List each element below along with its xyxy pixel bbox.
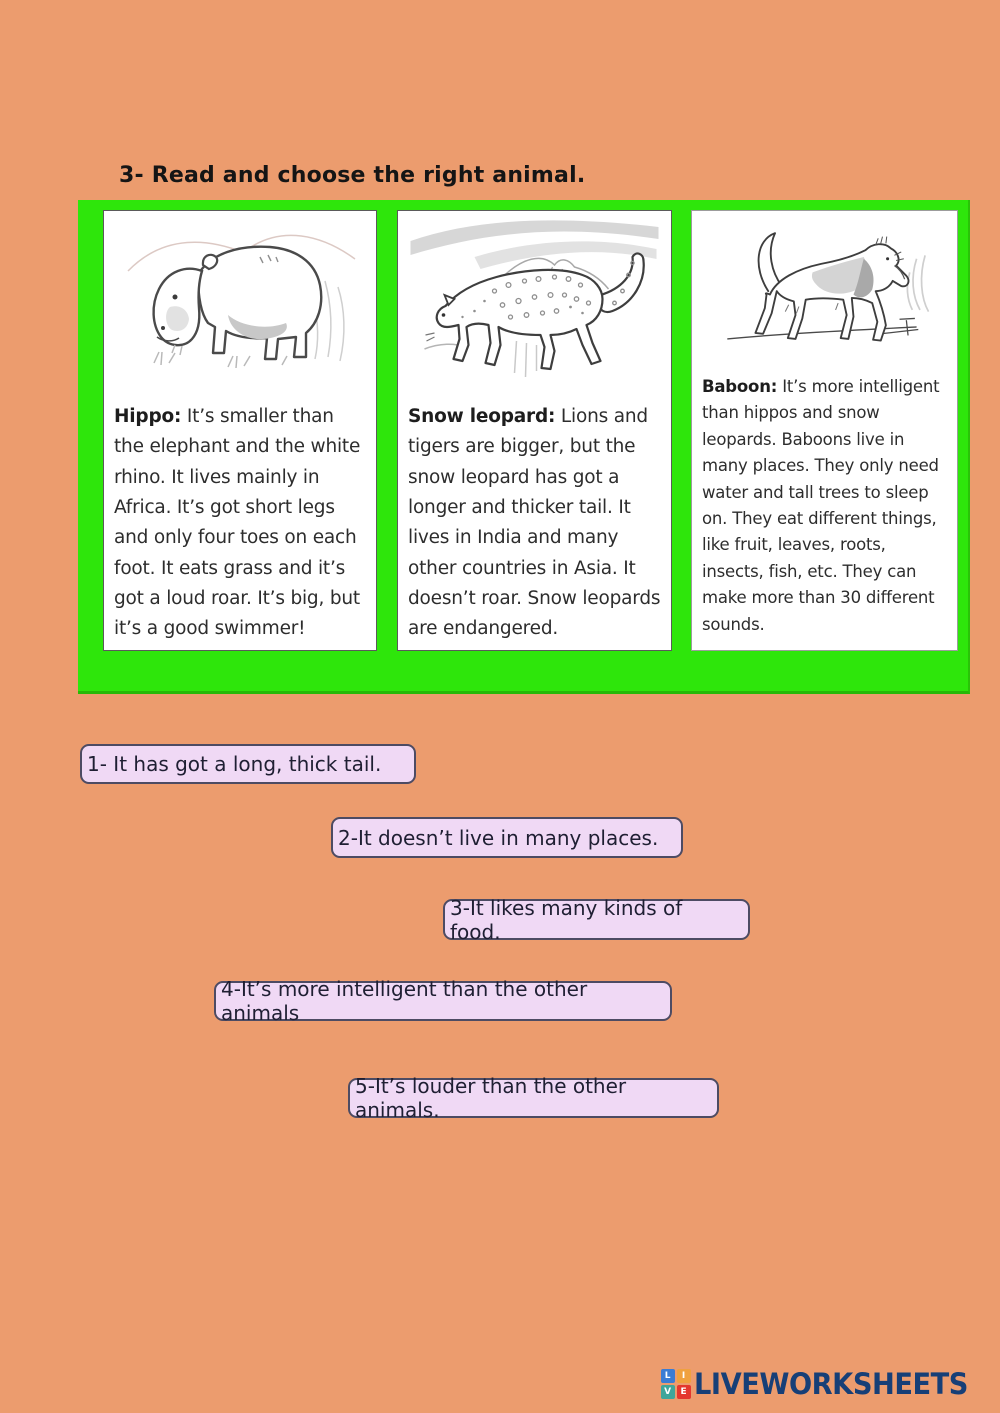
logo-tile-l: L — [661, 1369, 675, 1383]
baboon-card-description: It’s more intelligent than hippos and snow leopards. Baboons live in many places. They only need water and tall trees to sleep on. They eat different things, like fruit, leaves, roots, insects, fish, etc. They can make more than 30 different sounds. — [702, 377, 940, 634]
hippo-card-text — [104, 401, 376, 645]
question-3-text: 3-It likes many kinds of food. — [450, 895, 683, 944]
question-5-text: 5-It’s louder than the other animals. — [355, 1074, 627, 1122]
snow-leopard-illustration — [398, 211, 671, 401]
animal-card-snow-leopard — [397, 210, 672, 651]
page-title: 3- Read and choose the right animal. — [119, 163, 586, 188]
question-box-3[interactable] — [443, 895, 750, 944]
question-box-1[interactable] — [80, 744, 416, 784]
animals-panel — [78, 200, 970, 694]
baboon-card-text — [692, 373, 957, 638]
question-2-text: 2-It doesn’t live in many places. — [338, 825, 659, 850]
question-4-text: 4-It’s more intelligent than the other animals — [221, 977, 588, 1025]
liveworksheets-wordmark: LIVEWORKSHEETS — [693, 1367, 968, 1401]
hippo-card-label: Hippo: — [114, 406, 182, 427]
snow-leopard-card-label: Snow leopard: — [408, 406, 556, 427]
snow-leopard-card-description: Lions and tigers are bigger, but the snow leopard has got a longer and thicker tail. It lives in India and many other countries in Asia. It doesn’t roar. Snow leopards are endangered. — [408, 406, 661, 640]
snow-leopard-card-text — [398, 401, 671, 645]
animal-card-baboon — [691, 210, 958, 651]
logo-tile-e: E — [677, 1385, 691, 1399]
baboon-illustration — [692, 211, 957, 373]
liveworksheets-logo[interactable] — [661, 1367, 985, 1401]
question-box-2[interactable] — [331, 817, 683, 858]
hippo-illustration — [104, 211, 376, 401]
hippo-card-description: It’s smaller than the elephant and the white rhino. It lives mainly in Africa. It’s got short legs and only four toes on each foot. It eats grass and it’s got a loud roar. It’s big, but it’s a good swimmer! — [114, 406, 361, 640]
question-box-4[interactable] — [214, 977, 672, 1025]
logo-tile-v: V — [661, 1385, 675, 1399]
animal-card-hippo — [103, 210, 377, 651]
logo-tile-i: I — [677, 1369, 691, 1383]
liveworksheets-logo-icon — [661, 1369, 691, 1399]
question-1-text: 1- It has got a long, thick tail. — [87, 752, 382, 776]
baboon-card-label: Baboon: — [702, 377, 778, 396]
question-box-5[interactable] — [348, 1074, 719, 1122]
